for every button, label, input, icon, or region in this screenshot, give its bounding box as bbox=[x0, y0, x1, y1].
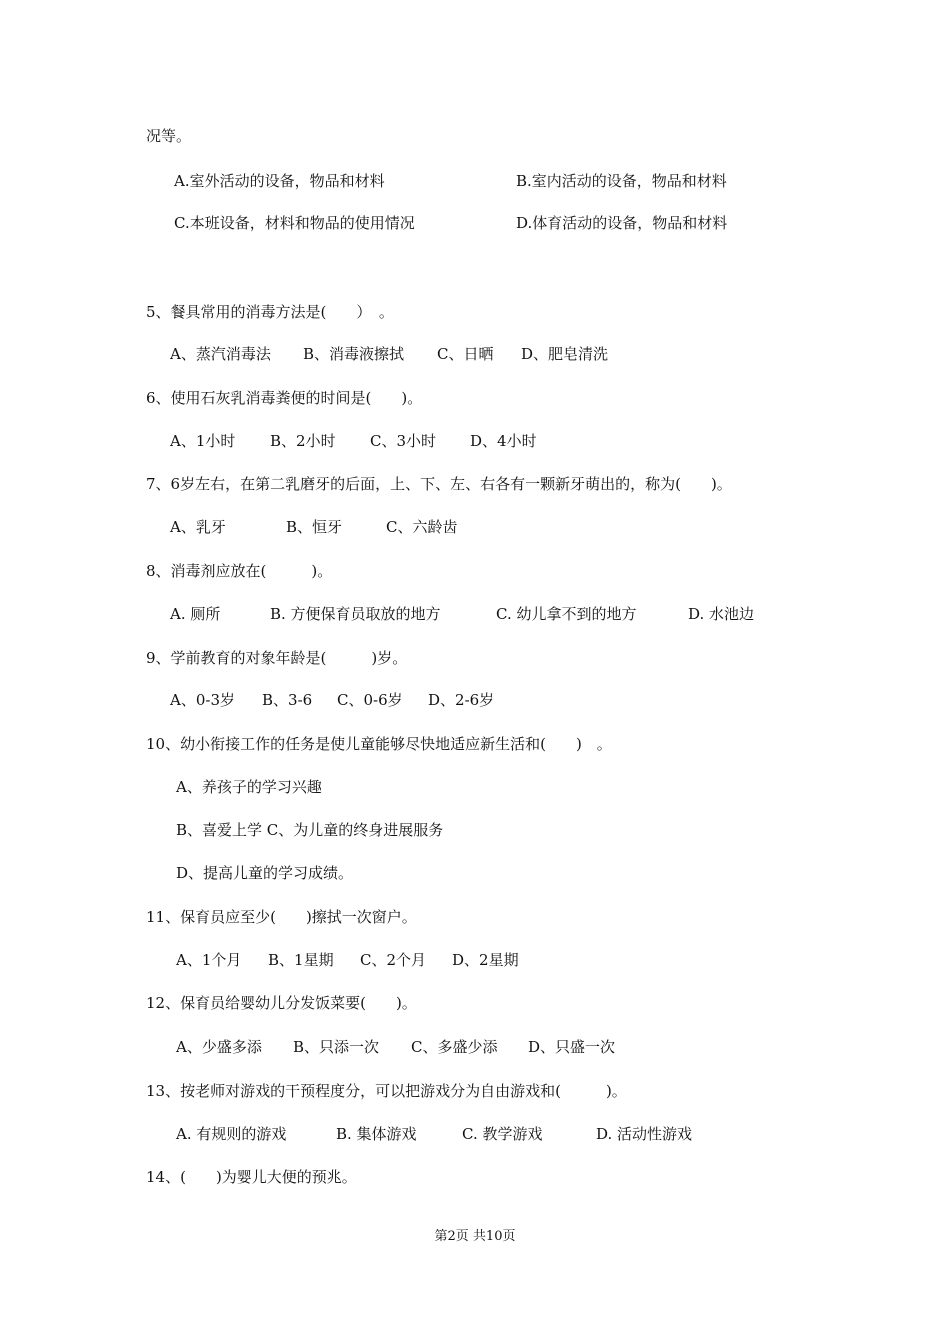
question-11-options bbox=[0, 950, 950, 970]
option-d: D. 活动性游戏 bbox=[596, 1125, 693, 1143]
option-a: A. 厕所 bbox=[170, 605, 221, 623]
option-c: C、3小时 bbox=[370, 432, 437, 450]
option-c: C、0-6岁 bbox=[337, 691, 403, 709]
option-b: B. 方便保育员取放的地方 bbox=[270, 605, 441, 623]
continuation-options-row-2 bbox=[0, 213, 950, 233]
question-12: 12、保育员给婴幼儿分发饭菜要( )。 bbox=[146, 994, 417, 1012]
option-a: A.室外活动的设备，物品和材料 bbox=[174, 172, 385, 190]
question-9: 9、学前教育的对象年龄是( )岁。 bbox=[146, 649, 408, 667]
option-b: B、1星期 bbox=[268, 951, 334, 969]
option-b: B、只添一次 bbox=[293, 1038, 380, 1056]
question-13: 13、按老师对游戏的干预程度分，可以把游戏分为自由游戏和( )。 bbox=[146, 1082, 627, 1100]
question-11: 11、保育员应至少( )擦拭一次窗户。 bbox=[146, 908, 417, 926]
question-12-options bbox=[0, 1037, 950, 1057]
option-c: C. 教学游戏 bbox=[462, 1125, 543, 1143]
option-a: A、1小时 bbox=[170, 432, 236, 450]
question-8: 8、消毒剂应放在( )。 bbox=[146, 562, 333, 580]
option-d: D.体育活动的设备，物品和材料 bbox=[516, 214, 728, 232]
option-c: C. 幼儿拿不到的地方 bbox=[496, 605, 637, 623]
option-b: B、2小时 bbox=[270, 432, 336, 450]
option-b: B、消毒液擦拭 bbox=[303, 345, 405, 363]
question-10-line-3: D、提高儿童的学习成绩。 bbox=[176, 864, 354, 882]
option-a: A、乳牙 bbox=[170, 518, 226, 536]
question-10-line-2: B、喜爱上学 C、为儿童的终身进展服务 bbox=[176, 821, 444, 839]
option-d: D、2-6岁 bbox=[428, 691, 495, 709]
option-b: B.室内活动的设备，物品和材料 bbox=[516, 172, 727, 190]
option-c: C、日晒 bbox=[437, 345, 494, 363]
question-14: 14、( )为婴儿大便的预兆。 bbox=[146, 1168, 357, 1186]
option-a: A、少盛多添 bbox=[176, 1038, 262, 1056]
option-d: D、只盛一次 bbox=[528, 1038, 616, 1056]
option-c: C、六龄齿 bbox=[386, 518, 458, 536]
question-7: 7、6岁左右，在第二乳磨牙的后面，上、下、左、右各有一颗新牙萌出的，称为( )。 bbox=[146, 475, 732, 493]
page-footer: 第2页 共10页 bbox=[434, 1229, 516, 1244]
continuation-text: 况等。 bbox=[146, 127, 192, 145]
question-6-options bbox=[0, 431, 950, 451]
option-d: D、2星期 bbox=[452, 951, 519, 969]
option-c: C、多盛少添 bbox=[411, 1038, 498, 1056]
option-b: B、恒牙 bbox=[286, 518, 343, 536]
option-c: C.本班设备，材料和物品的使用情况 bbox=[174, 214, 415, 232]
option-a: A、蒸汽消毒法 bbox=[170, 345, 271, 363]
question-10: 10、幼小衔接工作的任务是使儿童能够尽快地适应新生活和( ) 。 bbox=[146, 735, 612, 753]
question-5-options bbox=[0, 344, 950, 364]
question-9-options bbox=[0, 690, 950, 710]
question-5: 5、餐具常用的消毒方法是( ） 。 bbox=[146, 303, 394, 321]
option-b: B. 集体游戏 bbox=[336, 1125, 417, 1143]
question-6: 6、使用石灰乳消毒粪便的时间是( )。 bbox=[146, 389, 423, 407]
question-8-options bbox=[0, 604, 950, 624]
option-d: D、肥皂清洗 bbox=[521, 345, 609, 363]
question-13-options bbox=[0, 1124, 950, 1144]
option-a: A、1个月 bbox=[176, 951, 242, 969]
option-c: C、2个月 bbox=[360, 951, 427, 969]
continuation-options-row-1 bbox=[0, 171, 950, 191]
option-b: B、3-6 bbox=[262, 691, 313, 709]
question-7-options bbox=[0, 517, 950, 537]
question-10-line-1: A、养孩子的学习兴趣 bbox=[176, 778, 322, 796]
option-d: D. 水池边 bbox=[688, 605, 755, 623]
option-a: A、0-3岁 bbox=[170, 691, 235, 709]
option-a: A. 有规则的游戏 bbox=[176, 1125, 287, 1143]
option-d: D、4小时 bbox=[470, 432, 537, 450]
